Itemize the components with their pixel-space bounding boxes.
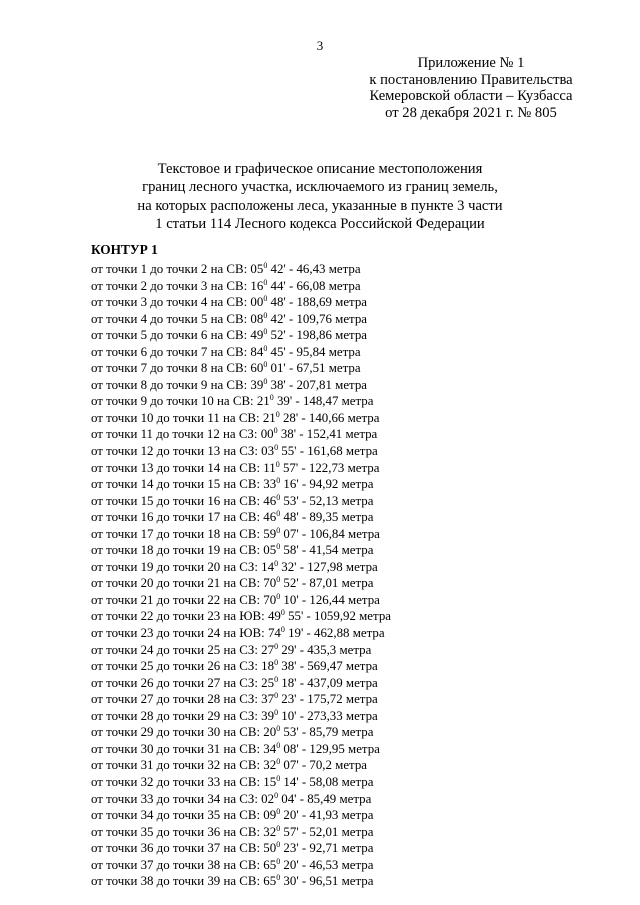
segment-row <box>91 741 391 758</box>
segment-row <box>91 873 391 890</box>
degree-mark: 0 <box>275 409 280 419</box>
segment-start-text: от точки 2 до точки 3 на СВ: 16 <box>91 278 264 293</box>
segment-end-text: 10' - 126,44 метра <box>280 592 380 607</box>
segment-row <box>91 691 391 708</box>
degree-mark: 0 <box>275 459 280 469</box>
segment-end-text: 08' - 129,95 метра <box>280 741 380 756</box>
degree-mark: 0 <box>274 790 279 800</box>
segment-row <box>91 426 391 443</box>
segment-start-text: от точки 9 до точки 10 на СВ: 21 <box>91 394 270 409</box>
degree-mark: 0 <box>263 376 268 386</box>
segment-row <box>91 575 391 592</box>
degree-mark: 0 <box>276 740 281 750</box>
appendix-header <box>330 55 612 121</box>
segment-row <box>91 592 391 609</box>
appendix-line-1: Приложение № 1 <box>417 55 525 71</box>
segment-row <box>91 774 391 791</box>
degree-mark: 0 <box>276 525 281 535</box>
degree-mark: 0 <box>280 625 285 635</box>
segment-start-text: от точки 32 до точки 33 на СВ: 15 <box>91 774 277 789</box>
segment-end-text: 19' - 462,88 метра <box>284 626 385 641</box>
segment-row <box>91 608 391 625</box>
degree-mark: 0 <box>263 277 268 287</box>
segment-end-text: 38' - 569,47 метра <box>278 659 378 674</box>
degree-mark: 0 <box>276 873 281 883</box>
document-title <box>80 160 560 233</box>
segment-start-text: от точки 19 до точки 20 на СЗ: 14 <box>91 559 275 574</box>
segment-start-text: от точки 1 до точки 2 на СВ: 05 <box>91 262 264 276</box>
segment-row <box>91 658 391 675</box>
segment-row <box>91 675 391 692</box>
segment-start-text: от точки 15 до точки 16 на СВ: 46 <box>91 493 277 508</box>
segment-start-text: от точки 29 до точки 30 на СВ: 20 <box>91 725 277 740</box>
segment-start-text: от точки 33 до точки 34 на СЗ: 02 <box>91 791 275 806</box>
segment-end-text: 42' - 46,43 метра <box>267 262 361 276</box>
title-line-1: Текстовое и графическое описание местоположения <box>157 161 483 177</box>
segment-start-text: от точки 34 до точки 35 на СВ: 09 <box>91 808 277 823</box>
segment-row <box>91 757 391 774</box>
segment-start-text: от точки 24 до точки 25 на СЗ: 27 <box>91 642 275 657</box>
degree-mark: 0 <box>276 542 281 552</box>
degree-mark: 0 <box>263 327 268 337</box>
segment-start-text: от точки 7 до точки 8 на СВ: 60 <box>91 361 264 376</box>
segment-row <box>91 542 391 559</box>
segment-end-text: 53' - 52,13 метра <box>280 493 374 508</box>
segment-end-text: 55' - 1059,92 метра <box>284 609 391 624</box>
segment-start-text: от точки 5 до точки 6 на СВ: 49 <box>91 328 264 343</box>
segment-row <box>91 327 391 344</box>
degree-mark: 0 <box>263 360 268 370</box>
segment-start-text: от точки 26 до точки 27 на СЗ: 25 <box>91 675 275 690</box>
segment-row <box>91 625 391 642</box>
segment-end-text: 16' - 94,92 метра <box>280 477 374 492</box>
title-line-2: границ лесного участка, исключаемого из границ земель, <box>142 179 498 196</box>
degree-mark: 0 <box>276 807 281 817</box>
segment-end-text: 23' - 175,72 метра <box>278 692 378 707</box>
degree-mark: 0 <box>273 426 278 436</box>
segment-row <box>91 493 391 510</box>
segment-start-text: от точки 27 до точки 28 на СЗ: 37 <box>91 692 275 707</box>
segment-start-text: от точки 31 до точки 32 на СВ: 32 <box>91 758 277 773</box>
segment-end-text: 14' - 58,08 метра <box>280 774 374 789</box>
segment-list <box>91 261 391 890</box>
segment-start-text: от точки 18 до точки 19 на СВ: 05 <box>91 543 277 558</box>
appendix-line-4: от 28 декабря 2021 г. № 805 <box>385 104 557 121</box>
degree-mark: 0 <box>274 558 279 568</box>
segment-start-text: от точки 20 до точки 21 на СВ: 70 <box>91 576 277 591</box>
segment-end-text: 01' - 67,51 метра <box>267 361 361 376</box>
segment-end-text: 45' - 95,84 метра <box>267 344 361 359</box>
segment-end-text: 38' - 152,41 метра <box>277 427 378 442</box>
segment-start-text: от точки 14 до точки 15 на СВ: 33 <box>91 477 277 492</box>
degree-mark: 0 <box>276 476 281 486</box>
segment-row <box>91 460 391 477</box>
degree-mark: 0 <box>263 310 268 320</box>
segment-end-text: 58' - 41,54 метра <box>280 543 374 558</box>
degree-mark: 0 <box>276 823 281 833</box>
segment-end-text: 30' - 96,51 метра <box>280 874 374 889</box>
segment-row <box>91 261 391 278</box>
segment-end-text: 38' - 207,81 метра <box>267 377 367 392</box>
degree-mark: 0 <box>276 492 281 502</box>
segment-row <box>91 807 391 824</box>
segment-end-text: 18' - 437,09 метра <box>278 675 378 690</box>
segment-start-text: от точки 35 до точки 36 на СВ: 32 <box>91 824 277 839</box>
page-number: 3 <box>316 38 324 53</box>
segment-start-text: от точки 6 до точки 7 на СВ: 84 <box>91 344 264 359</box>
segment-start-text: от точки 22 до точки 23 на ЮВ: 49 <box>91 609 281 624</box>
degree-mark: 0 <box>276 509 281 519</box>
segment-end-text: 52' - 87,01 метра <box>280 576 374 591</box>
degree-mark: 0 <box>274 707 279 717</box>
segment-start-text: от точки 30 до точки 31 на СВ: 34 <box>91 741 277 756</box>
segment-end-text: 42' - 109,76 метра <box>267 311 367 326</box>
degree-mark: 0 <box>276 773 281 783</box>
segment-row <box>91 526 391 543</box>
segment-end-text: 20' - 46,53 метра <box>280 857 374 872</box>
segment-end-text: 20' - 41,93 метра <box>280 808 374 823</box>
segment-row <box>91 509 391 526</box>
segment-end-text: 23' - 92,71 метра <box>280 841 374 856</box>
degree-mark: 0 <box>276 856 281 866</box>
segment-start-text: от точки 36 до точки 37 на СВ: 50 <box>91 841 277 856</box>
segment-start-text: от точки 25 до точки 26 на СЗ: 18 <box>91 659 275 674</box>
degree-mark: 0 <box>276 757 281 767</box>
segment-row <box>91 278 391 295</box>
segment-start-text: от точки 11 до точки 12 на СЗ: 00 <box>91 427 274 442</box>
segment-start-text: от точки 3 до точки 4 на СВ: 00 <box>91 295 264 310</box>
degree-mark: 0 <box>263 261 268 270</box>
segment-start-text: от точки 28 до точки 29 на СЗ: 39 <box>91 708 275 723</box>
segment-start-text: от точки 21 до точки 22 на СВ: 70 <box>91 592 277 607</box>
degree-mark: 0 <box>280 608 285 618</box>
segment-start-text: от точки 38 до точки 39 на СВ: 65 <box>91 874 277 889</box>
segment-end-text: 52' - 198,86 метра <box>267 328 367 343</box>
segment-row <box>91 393 391 410</box>
degree-mark: 0 <box>263 294 268 304</box>
segment-row <box>91 294 391 311</box>
segment-row <box>91 724 391 741</box>
segment-row <box>91 708 391 725</box>
degree-mark: 0 <box>276 724 281 734</box>
degree-mark: 0 <box>276 840 281 850</box>
segment-row <box>91 559 391 576</box>
degree-mark: 0 <box>274 674 279 684</box>
segment-start-text: от точки 13 до точки 14 на СВ: 11 <box>91 460 276 475</box>
segment-start-text: от точки 8 до точки 9 на СВ: 39 <box>91 377 264 392</box>
segment-end-text: 57' - 122,73 метра <box>279 460 380 475</box>
segment-row <box>91 857 391 874</box>
segment-row <box>91 824 391 841</box>
segment-row <box>91 840 391 857</box>
segment-start-text: от точки 23 до точки 24 на ЮВ: 74 <box>91 626 281 641</box>
segment-end-text: 44' - 66,08 метра <box>267 278 361 293</box>
degree-mark: 0 <box>274 641 279 651</box>
segment-row <box>91 791 391 808</box>
contour-heading: КОНТУР 1 <box>91 242 158 257</box>
segment-row <box>91 410 391 427</box>
title-line-4: 1 статьи 114 Лесного кодекса Российской Федерации <box>155 215 485 232</box>
segment-end-text: 53' - 85,79 метра <box>280 725 374 740</box>
appendix-line-3: Кемеровской области – Кузбасса <box>369 88 573 105</box>
segment-end-text: 28' - 140,66 метра <box>279 410 380 425</box>
degree-mark: 0 <box>263 343 268 353</box>
segment-end-text: 10' - 273,33 метра <box>278 708 378 723</box>
segment-start-text: от точки 12 до точки 13 на СЗ: 03 <box>91 444 275 459</box>
segment-start-text: от точки 10 до точки 11 на СВ: 21 <box>91 410 276 425</box>
segment-row <box>91 311 391 328</box>
degree-mark: 0 <box>276 591 281 601</box>
segment-end-text: 29' - 435,3 метра <box>278 642 372 657</box>
segment-start-text: от точки 4 до точки 5 на СВ: 08 <box>91 311 264 326</box>
degree-mark: 0 <box>269 393 274 403</box>
segment-row <box>91 360 391 377</box>
segment-end-text: 55' - 161,68 метра <box>278 444 378 459</box>
segment-end-text: 48' - 89,35 метра <box>280 510 374 525</box>
segment-row <box>91 642 391 659</box>
segment-end-text: 04' - 85,49 метра <box>278 791 372 806</box>
degree-mark: 0 <box>274 691 279 701</box>
segment-start-text: от точки 37 до точки 38 на СВ: 65 <box>91 857 277 872</box>
segment-end-text: 48' - 188,69 метра <box>267 295 367 310</box>
segment-end-text: 32' - 127,98 метра <box>278 559 378 574</box>
appendix-line-2: к постановлению Правительства <box>369 71 573 88</box>
degree-mark: 0 <box>274 658 279 668</box>
segment-row <box>91 344 391 361</box>
segment-row <box>91 377 391 394</box>
segment-end-text: 07' - 70,2 метра <box>280 758 367 773</box>
segment-end-text: 57' - 52,01 метра <box>280 824 374 839</box>
segment-row <box>91 476 391 493</box>
title-line-3: на которых расположены леса, указанные в пункте 3 части <box>137 197 503 214</box>
segment-start-text: от точки 16 до точки 17 на СВ: 46 <box>91 510 277 525</box>
segment-end-text: 07' - 106,84 метра <box>280 526 380 541</box>
segment-end-text: 39' - 148,47 метра <box>273 394 374 409</box>
segment-start-text: от точки 17 до точки 18 на СВ: 59 <box>91 526 277 541</box>
degree-mark: 0 <box>276 575 281 585</box>
degree-mark: 0 <box>274 443 279 453</box>
segment-row <box>91 443 391 460</box>
